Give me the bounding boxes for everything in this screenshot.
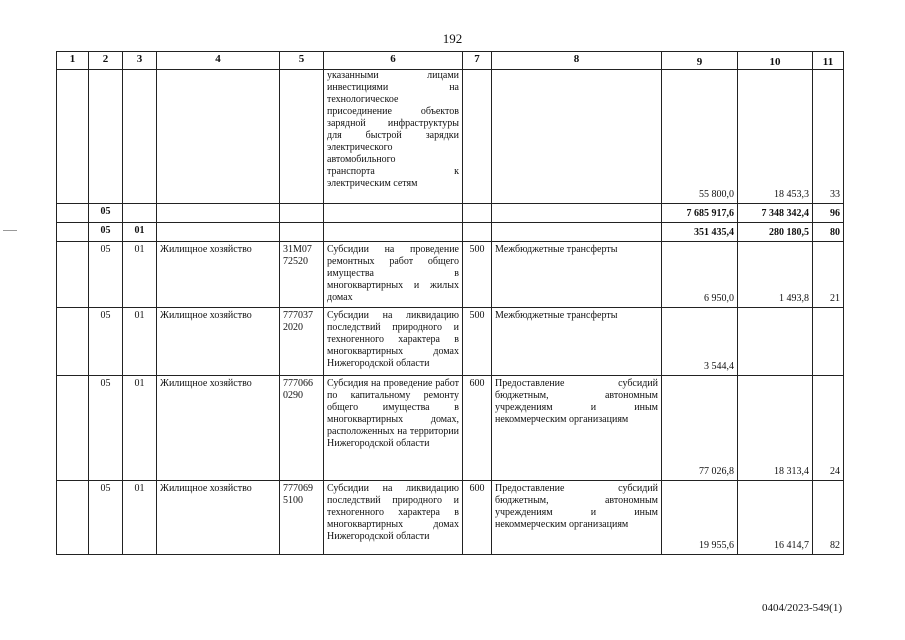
table-row: 05 01 Жилищное хозяйство 31М07 72520 Субсидии на проведение ремонтных работ общего имущества в многоквартирных и жилых домах 500 Межбюджетные трансферты 6 950,0 1 493,8 21 <box>57 242 844 308</box>
col-header: 5 <box>280 52 324 70</box>
table-row: 05 01 Жилищное хозяйство 777037 2020 Субсидии на ликвидацию последствий природного и техногенного характера в многоквартирных домах Нижегородской области 500 Межбюджетные трансферты 3 544,4 <box>57 308 844 376</box>
total-plan: 7 685 917,6 <box>662 204 738 223</box>
col-header: 6 <box>324 52 463 70</box>
budget-table <box>56 51 844 555</box>
col-header: 9 <box>662 52 738 70</box>
col-header: 8 <box>492 52 662 70</box>
total-row: 05 7 685 917,6 7 348 342,4 96 <box>57 204 844 223</box>
total-percent: 80 <box>813 223 844 242</box>
total-percent: 96 <box>813 204 844 223</box>
col-header: 3 <box>123 52 157 70</box>
table-row: 05 01 Жилищное хозяйство 777066 0290 Субсидия на проведение работ по капитальному ремонту общего имущества в многоквартирных домах, расположенных на территории Нижегородской области 600 Предоставление субсидий бюджетным, автономным учреждениям и иным некоммерческим организациям 77 026,8 18 313,4 24 <box>57 376 844 481</box>
col-header: 4 <box>157 52 280 70</box>
col-header: 11 <box>813 52 844 70</box>
table-row <box>57 70 844 204</box>
table-row: 05 01 Жилищное хозяйство 777069 5100 Субсидии на ликвидацию последствий природного и техногенного характера в многоквартирных домах Нижегородской области 600 Предоставление субсидий бюджетным, автономным учреждениям и иным некоммерческим организациям 19 955,6 16 414,7 82 <box>57 481 844 555</box>
total-plan: 351 435,4 <box>662 223 738 242</box>
header-row <box>57 52 844 70</box>
col-header: 2 <box>89 52 123 70</box>
cell-amount-plan: 55 800,0 <box>662 70 738 204</box>
cell-percent: 33 <box>813 70 844 204</box>
margin-mark <box>3 230 17 231</box>
total-actual: 280 180,5 <box>738 223 813 242</box>
cell-description: указанными лицами инвестициями на технологическое присоединение объектов зарядной инфраструктуры для быстрой зарядки электрического автомобильного транспорта к электрическим сетям <box>324 70 463 204</box>
cell-amount-actual: 18 453,3 <box>738 70 813 204</box>
total-actual: 7 348 342,4 <box>738 204 813 223</box>
total-row: 05 01 351 435,4 280 180,5 80 <box>57 223 844 242</box>
col-header: 7 <box>463 52 492 70</box>
col-header: 10 <box>738 52 813 70</box>
page-number: 192 <box>442 31 463 46</box>
col-header: 1 <box>57 52 89 70</box>
document-code: 0404/2023-549(1) <box>761 602 842 614</box>
